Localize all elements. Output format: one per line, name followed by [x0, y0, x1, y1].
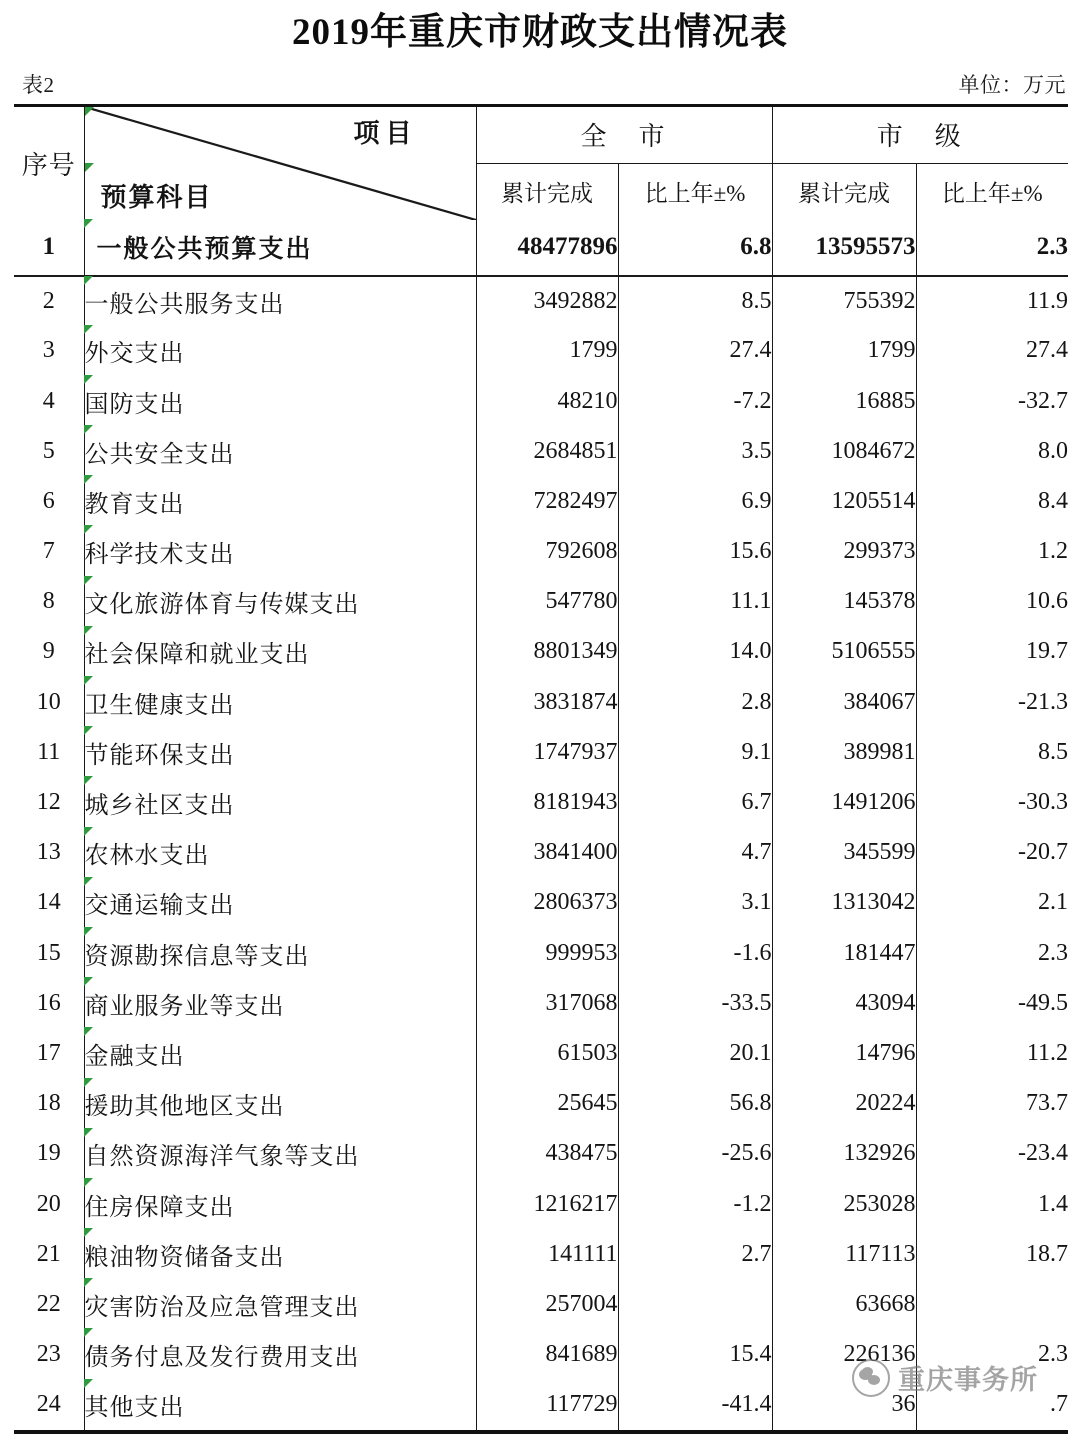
table-row	[14, 677, 1068, 727]
cell-municipal-yoy: 2.1	[916, 878, 1068, 928]
row-item-name	[84, 777, 476, 827]
table-row	[14, 978, 1068, 1028]
cell-citywide-yoy: -25.6	[618, 1129, 772, 1179]
cell-municipal-cumulative: 1084672	[772, 426, 916, 476]
cell-citywide-yoy: 11.1	[618, 577, 772, 627]
cell-municipal-yoy: 8.5	[916, 727, 1068, 777]
cell-citywide-yoy: 9.1	[618, 727, 772, 777]
comment-marker-icon	[84, 525, 93, 534]
cell-municipal-yoy: -23.4	[916, 1129, 1068, 1179]
cell-municipal-cumulative: 181447	[772, 928, 916, 978]
comment-marker-icon	[84, 576, 93, 585]
cell-municipal-cumulative: 16885	[772, 376, 916, 426]
cell-municipal-yoy: 10.6	[916, 577, 1068, 627]
comment-marker-icon	[84, 676, 93, 685]
cell-citywide-cumulative: 61503	[476, 1028, 618, 1078]
row-sequence-number: 14	[14, 878, 84, 928]
comment-marker-icon	[84, 977, 93, 986]
cell-municipal-yoy	[916, 1279, 1068, 1329]
row-item-name	[84, 526, 476, 576]
comment-marker-icon	[84, 1027, 93, 1036]
row-item-label: 金融支出	[84, 1043, 185, 1070]
table-body	[14, 220, 1068, 1430]
table-row	[14, 476, 1068, 526]
row-item-name	[84, 376, 476, 426]
cell-municipal-yoy: 1.4	[916, 1179, 1068, 1229]
row-sequence-number: 6	[14, 476, 84, 526]
row-item-name	[84, 828, 476, 878]
cell-municipal-yoy: 27.4	[916, 326, 1068, 376]
row-sequence-number: 5	[14, 426, 84, 476]
cell-municipal-cumulative: 5106555	[772, 627, 916, 677]
cell-citywide-yoy: 4.7	[618, 828, 772, 878]
row-item-name	[84, 677, 476, 727]
comment-marker-icon	[84, 1328, 93, 1337]
cell-citywide-cumulative: 792608	[476, 526, 618, 576]
row-sequence-number: 3	[14, 326, 84, 376]
column-group-header-municipal: 市 级	[772, 105, 1068, 163]
cell-municipal-yoy: .7	[916, 1380, 1068, 1430]
table-row	[14, 577, 1068, 627]
row-item-name	[84, 878, 476, 928]
cell-municipal-yoy: 11.2	[916, 1028, 1068, 1078]
cell-citywide-yoy: 14.0	[618, 627, 772, 677]
row-item-name	[84, 476, 476, 526]
row-sequence-number: 23	[14, 1329, 84, 1379]
corner-label-item: 项目	[353, 118, 418, 148]
cell-citywide-yoy: -41.4	[618, 1380, 772, 1430]
table-row	[14, 1380, 1068, 1430]
row-item-label: 社会保障和就业支出	[84, 642, 310, 669]
table-row	[14, 727, 1068, 777]
row-item-name	[84, 1079, 476, 1129]
cell-municipal-yoy: 2.3	[916, 1329, 1068, 1379]
row-item-name	[84, 326, 476, 376]
row-item-label: 一般公共预算支出	[96, 236, 313, 264]
table-row	[14, 376, 1068, 426]
cell-municipal-cumulative: 43094	[772, 978, 916, 1028]
cell-citywide-cumulative: 1747937	[476, 727, 618, 777]
row-item-label: 其他支出	[84, 1395, 185, 1422]
table-row	[14, 526, 1068, 576]
cell-municipal-cumulative: 226136	[772, 1329, 916, 1379]
table-row	[14, 1028, 1068, 1078]
cell-citywide-cumulative: 141111	[476, 1229, 618, 1279]
table-row	[14, 1329, 1068, 1379]
comment-marker-icon	[84, 425, 93, 434]
comment-marker-icon	[84, 276, 93, 285]
table-row	[14, 276, 1068, 326]
table-caption-row	[0, 55, 1080, 104]
cell-municipal-cumulative: 253028	[772, 1179, 916, 1229]
cell-citywide-cumulative: 547780	[476, 577, 618, 627]
row-item-label: 科学技术支出	[84, 542, 235, 569]
cell-citywide-yoy: -7.2	[618, 376, 772, 426]
comment-marker-icon	[84, 1178, 93, 1187]
cell-municipal-cumulative: 117113	[772, 1229, 916, 1279]
row-item-name	[84, 978, 476, 1028]
comment-marker-icon	[84, 877, 93, 886]
row-sequence-number: 21	[14, 1229, 84, 1279]
cell-citywide-cumulative: 3841400	[476, 828, 618, 878]
column-header-municipal-cumulative: 累计完成	[772, 163, 916, 220]
cell-municipal-cumulative: 145378	[772, 577, 916, 627]
cell-citywide-yoy: 3.1	[618, 878, 772, 928]
cell-citywide-yoy: 56.8	[618, 1079, 772, 1129]
row-item-label: 债务付息及发行费用支出	[84, 1345, 360, 1372]
cell-municipal-yoy: 2.3	[916, 928, 1068, 978]
row-item-label: 援助其他地区支出	[84, 1094, 285, 1121]
cell-municipal-cumulative: 755392	[772, 276, 916, 326]
cell-citywide-yoy: 3.5	[618, 426, 772, 476]
table-row	[14, 220, 1068, 276]
row-item-label: 文化旅游体育与传媒支出	[84, 592, 360, 619]
cell-citywide-cumulative: 257004	[476, 1279, 618, 1329]
row-sequence-number: 24	[14, 1380, 84, 1430]
row-sequence-number: 12	[14, 777, 84, 827]
comment-marker-icon	[84, 219, 93, 228]
row-sequence-number: 1	[14, 220, 84, 276]
row-item-label: 商业服务业等支出	[84, 993, 285, 1020]
table-row	[14, 828, 1068, 878]
cell-municipal-cumulative: 13595573	[772, 220, 916, 276]
row-sequence-number: 9	[14, 627, 84, 677]
cell-municipal-cumulative: 132926	[772, 1129, 916, 1179]
cell-municipal-yoy: 2.3	[916, 220, 1068, 276]
row-item-name	[84, 627, 476, 677]
row-item-label: 节能环保支出	[84, 742, 235, 769]
row-sequence-number: 19	[14, 1129, 84, 1179]
cell-citywide-cumulative: 7282497	[476, 476, 618, 526]
cell-citywide-yoy: -1.2	[618, 1179, 772, 1229]
row-item-label: 粮油物资储备支出	[84, 1244, 285, 1271]
column-header-municipal-yoy: 比上年±%	[916, 163, 1068, 220]
cell-municipal-yoy: 19.7	[916, 627, 1068, 677]
row-item-label: 国防支出	[84, 391, 185, 418]
cell-municipal-cumulative: 299373	[772, 526, 916, 576]
unit-label: 单位：万元	[958, 72, 1066, 97]
cell-municipal-cumulative: 384067	[772, 677, 916, 727]
comment-marker-icon	[84, 776, 93, 785]
column-header-citywide-cumulative: 累计完成	[476, 163, 618, 220]
cell-citywide-cumulative: 8181943	[476, 777, 618, 827]
cell-municipal-cumulative: 1313042	[772, 878, 916, 928]
row-sequence-number: 17	[14, 1028, 84, 1078]
row-sequence-number: 18	[14, 1079, 84, 1129]
cell-citywide-yoy: 15.6	[618, 526, 772, 576]
table-row	[14, 1179, 1068, 1229]
comment-marker-icon	[84, 1078, 93, 1087]
cell-citywide-yoy: -1.6	[618, 928, 772, 978]
table-row	[14, 928, 1068, 978]
cell-municipal-cumulative: 1799	[772, 326, 916, 376]
cell-citywide-cumulative: 3492882	[476, 276, 618, 326]
cell-municipal-cumulative: 14796	[772, 1028, 916, 1078]
cell-citywide-cumulative: 48477896	[476, 220, 618, 276]
table-container	[0, 104, 1080, 1430]
row-sequence-number: 13	[14, 828, 84, 878]
cell-municipal-yoy: -49.5	[916, 978, 1068, 1028]
row-sequence-number: 4	[14, 376, 84, 426]
row-item-name	[84, 727, 476, 777]
cell-municipal-yoy: 73.7	[916, 1079, 1068, 1129]
row-sequence-number: 16	[14, 978, 84, 1028]
row-item-label: 农林水支出	[84, 843, 210, 870]
cell-citywide-cumulative: 1799	[476, 326, 618, 376]
comment-marker-icon	[84, 475, 93, 484]
cell-municipal-cumulative: 20224	[772, 1079, 916, 1129]
comment-marker-icon	[84, 1228, 93, 1237]
comment-marker-icon	[84, 827, 93, 836]
column-group-header-citywide: 全 市	[476, 105, 772, 163]
cell-citywide-yoy: 8.5	[618, 276, 772, 326]
cell-citywide-cumulative: 999953	[476, 928, 618, 978]
corner-label-budget-subject: 预算科目	[100, 182, 213, 212]
comment-marker-icon	[84, 1379, 93, 1388]
row-item-label: 公共安全支出	[84, 441, 235, 468]
cell-citywide-cumulative: 48210	[476, 376, 618, 426]
cell-municipal-cumulative: 36	[772, 1380, 916, 1430]
cell-citywide-cumulative: 438475	[476, 1129, 618, 1179]
row-item-label: 自然资源海洋气象等支出	[84, 1144, 360, 1171]
row-item-name	[84, 1129, 476, 1179]
table-row	[14, 326, 1068, 376]
cell-municipal-cumulative: 1491206	[772, 777, 916, 827]
cell-citywide-cumulative: 841689	[476, 1329, 618, 1379]
cell-citywide-yoy: 20.1	[618, 1028, 772, 1078]
cell-citywide-yoy: 6.7	[618, 777, 772, 827]
table-row	[14, 878, 1068, 928]
cell-municipal-yoy: -21.3	[916, 677, 1068, 727]
row-sequence-number: 11	[14, 727, 84, 777]
cell-citywide-cumulative: 25645	[476, 1079, 618, 1129]
cell-citywide-yoy: -33.5	[618, 978, 772, 1028]
cell-citywide-yoy: 27.4	[618, 326, 772, 376]
row-sequence-number: 15	[14, 928, 84, 978]
expenditure-table	[14, 104, 1068, 1430]
cell-citywide-yoy: 15.4	[618, 1329, 772, 1379]
row-item-name	[84, 1329, 476, 1379]
cell-municipal-yoy: -32.7	[916, 376, 1068, 426]
table-row	[14, 1079, 1068, 1129]
cell-municipal-yoy: 18.7	[916, 1229, 1068, 1279]
row-sequence-number: 2	[14, 276, 84, 326]
cell-citywide-cumulative: 2684851	[476, 426, 618, 476]
cell-municipal-yoy: 11.9	[916, 276, 1068, 326]
cell-citywide-cumulative: 1216217	[476, 1179, 618, 1229]
cell-municipal-cumulative: 1205514	[772, 476, 916, 526]
cell-citywide-cumulative: 117729	[476, 1380, 618, 1430]
comment-marker-icon	[84, 1278, 93, 1287]
comment-marker-icon	[85, 163, 94, 172]
watermark-text: 重庆事务所	[898, 1365, 1038, 1395]
table-number-label: 表2	[22, 72, 55, 97]
cell-municipal-yoy: 1.2	[916, 526, 1068, 576]
table-head	[14, 105, 1068, 220]
cell-citywide-cumulative: 8801349	[476, 627, 618, 677]
cell-municipal-yoy: -20.7	[916, 828, 1068, 878]
row-item-label: 卫生健康支出	[84, 692, 235, 719]
comment-marker-icon	[84, 325, 93, 334]
row-sequence-number: 8	[14, 577, 84, 627]
cell-citywide-cumulative: 2806373	[476, 878, 618, 928]
column-header-seq: 序号	[14, 105, 84, 220]
row-sequence-number: 10	[14, 677, 84, 727]
row-sequence-number: 7	[14, 526, 84, 576]
table-row	[14, 1279, 1068, 1329]
table-row	[14, 627, 1068, 677]
cell-citywide-yoy: 6.8	[618, 220, 772, 276]
cell-citywide-yoy: 2.7	[618, 1229, 772, 1279]
row-item-name	[84, 426, 476, 476]
row-item-label: 一般公共服务支出	[84, 291, 285, 318]
row-sequence-number: 22	[14, 1279, 84, 1329]
row-item-name	[84, 577, 476, 627]
cell-citywide-cumulative: 317068	[476, 978, 618, 1028]
table-row	[14, 1229, 1068, 1279]
cell-municipal-cumulative: 63668	[772, 1279, 916, 1329]
cell-municipal-cumulative: 345599	[772, 828, 916, 878]
row-item-name	[84, 1279, 476, 1329]
cell-municipal-yoy: -30.3	[916, 777, 1068, 827]
row-item-name	[84, 928, 476, 978]
page-title: 2019年重庆市财政支出情况表	[292, 12, 788, 53]
row-sequence-number: 20	[14, 1179, 84, 1229]
table-row	[14, 777, 1068, 827]
cell-citywide-yoy: 6.9	[618, 476, 772, 526]
cell-municipal-yoy: 8.4	[916, 476, 1068, 526]
comment-marker-icon	[84, 626, 93, 635]
cell-citywide-yoy: 2.8	[618, 677, 772, 727]
row-item-label: 外交支出	[84, 341, 185, 368]
comment-marker-icon	[84, 927, 93, 936]
corner-diagonal-header	[84, 105, 476, 220]
row-item-label: 交通运输支出	[84, 893, 235, 920]
comment-marker-icon	[85, 107, 94, 116]
row-item-label: 灾害防治及应急管理支出	[84, 1294, 360, 1321]
table-row	[14, 426, 1068, 476]
row-item-name	[84, 220, 476, 276]
cell-citywide-cumulative: 3831874	[476, 677, 618, 727]
row-item-name	[84, 276, 476, 326]
header-row-groups	[14, 105, 1068, 163]
row-item-name	[84, 1380, 476, 1430]
row-item-label: 城乡社区支出	[84, 793, 235, 820]
row-item-label: 资源勘探信息等支出	[84, 943, 310, 970]
table-bottom-rule	[14, 1430, 1068, 1434]
cell-municipal-yoy: 8.0	[916, 426, 1068, 476]
cell-citywide-yoy	[618, 1279, 772, 1329]
row-item-label: 教育支出	[84, 491, 185, 518]
row-item-name	[84, 1028, 476, 1078]
row-item-label: 住房保障支出	[84, 1194, 235, 1221]
comment-marker-icon	[84, 726, 93, 735]
comment-marker-icon	[84, 1128, 93, 1137]
cell-municipal-cumulative: 389981	[772, 727, 916, 777]
row-item-name	[84, 1229, 476, 1279]
column-header-citywide-yoy: 比上年±%	[618, 163, 772, 220]
comment-marker-icon	[84, 375, 93, 384]
table-row	[14, 1129, 1068, 1179]
row-item-name	[84, 1179, 476, 1229]
